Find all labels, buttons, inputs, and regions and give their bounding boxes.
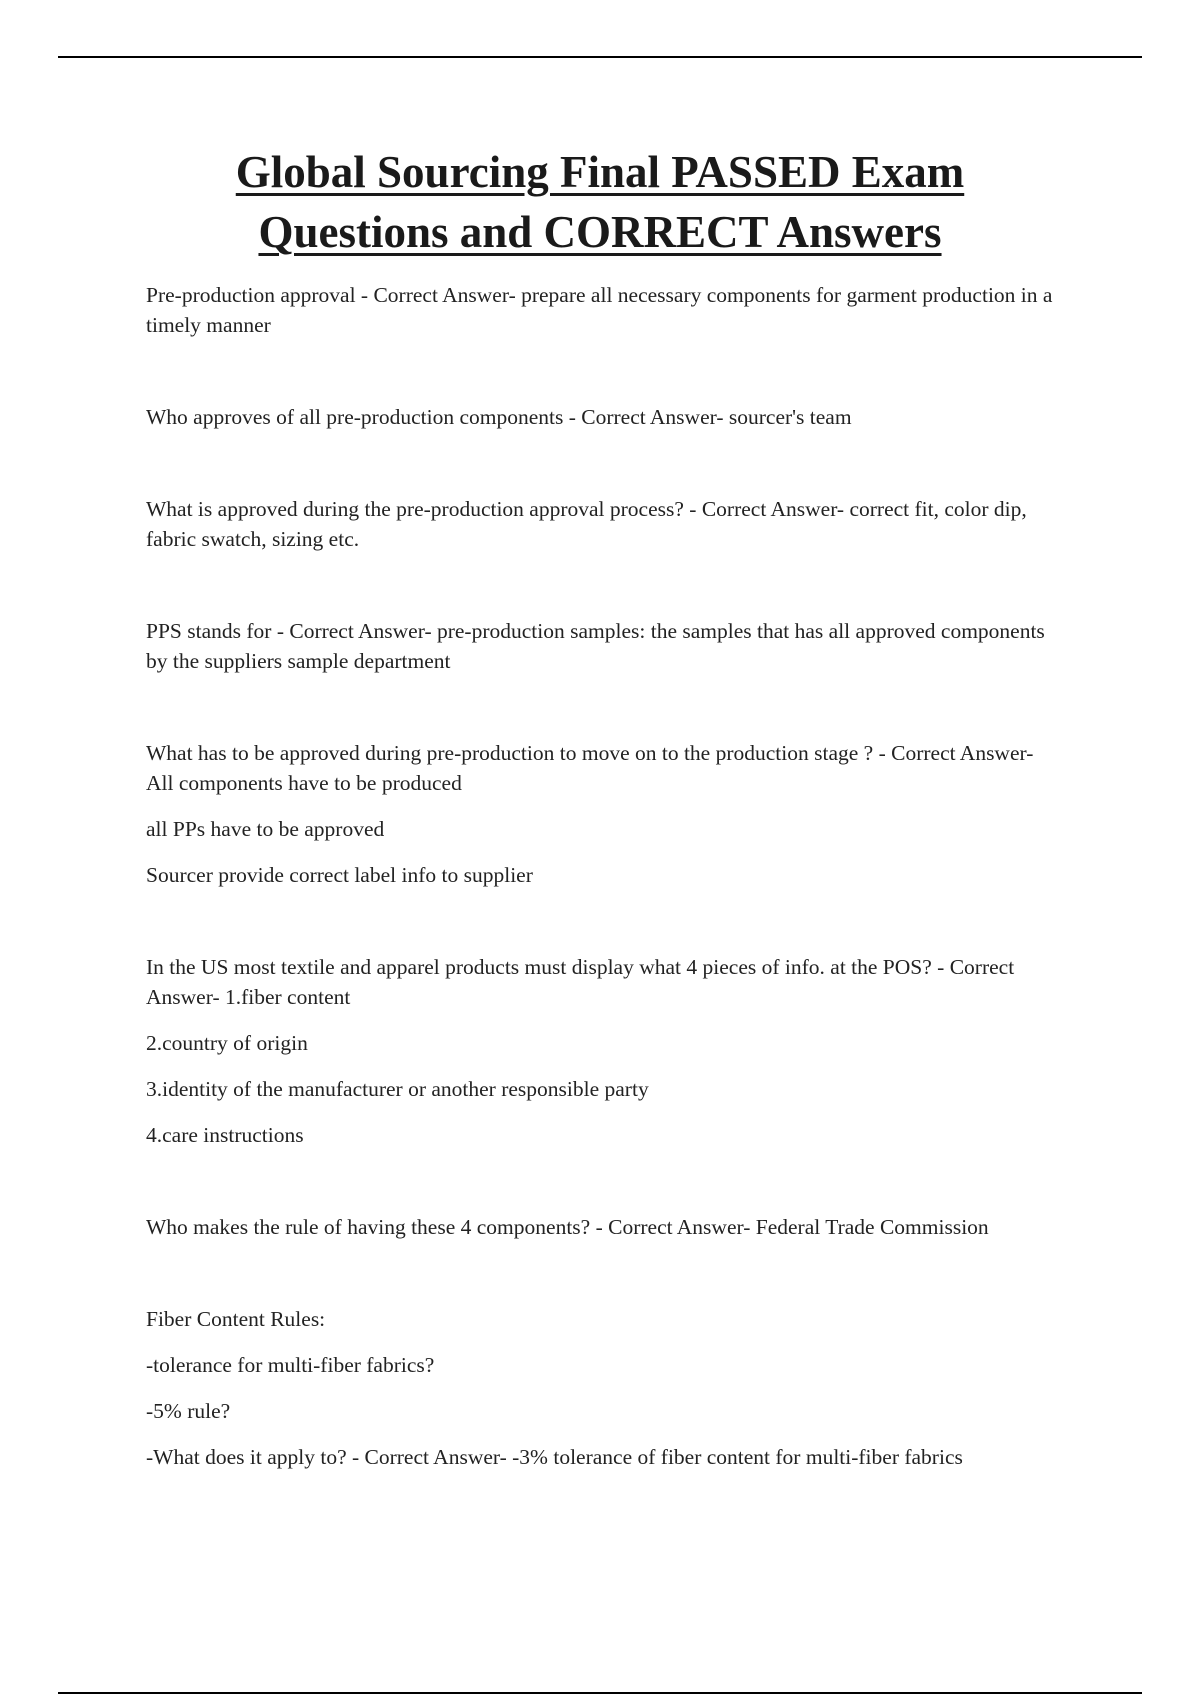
document-title [100,142,1100,262]
paragraph: Who approves of all pre-production components - Correct Answer- sourcer's team [146,405,852,429]
paragraph: In the US most textile and apparel products must display what 4 pieces of info. at the POS? - Correct Answer- 1.fiber content [146,955,1015,1009]
bottom-rule [58,1692,1142,1694]
paragraph: -5% rule? [146,1399,231,1423]
title-line-1: Global Sourcing Final PASSED Exam [235,147,965,197]
paragraph: all PPs have to be approved [146,817,385,841]
paragraph: Pre-production approval - Correct Answer- prepare all necessary components for garment production in a timely manner [146,283,1053,337]
paragraph: Who makes the rule of having these 4 components? - Correct Answer- Federal Trade Commission [146,1215,989,1239]
paragraph: What is approved during the pre-production approval process? - Correct Answer- correct fit, color dip, fabric swatch, sizing etc. [146,497,1027,551]
paragraph: -What does it apply to? - Correct Answer- -3% tolerance of fiber content for multi-fiber fabrics [146,1445,963,1469]
paragraph: Fiber Content Rules: [146,1307,326,1331]
paragraph: -tolerance for multi-fiber fabrics? [146,1353,435,1377]
document-body [146,280,1056,1488]
paragraph: Sourcer provide correct label info to supplier [146,863,533,887]
top-rule [58,56,1142,58]
paragraph: PPS stands for - Correct Answer- pre-production samples: the samples that has all approved components by the suppliers sample department [146,619,1045,673]
paragraph: What has to be approved during pre-production to move on to the production stage ? - Correct Answer- All components have to be produced [146,741,1034,795]
paragraph: 2.country of origin [146,1031,308,1055]
title-line-2: Questions and CORRECT Answers [258,207,942,257]
paragraph: 4.care instructions [146,1123,304,1147]
paragraph: 3.identity of the manufacturer or another responsible party [146,1077,649,1101]
